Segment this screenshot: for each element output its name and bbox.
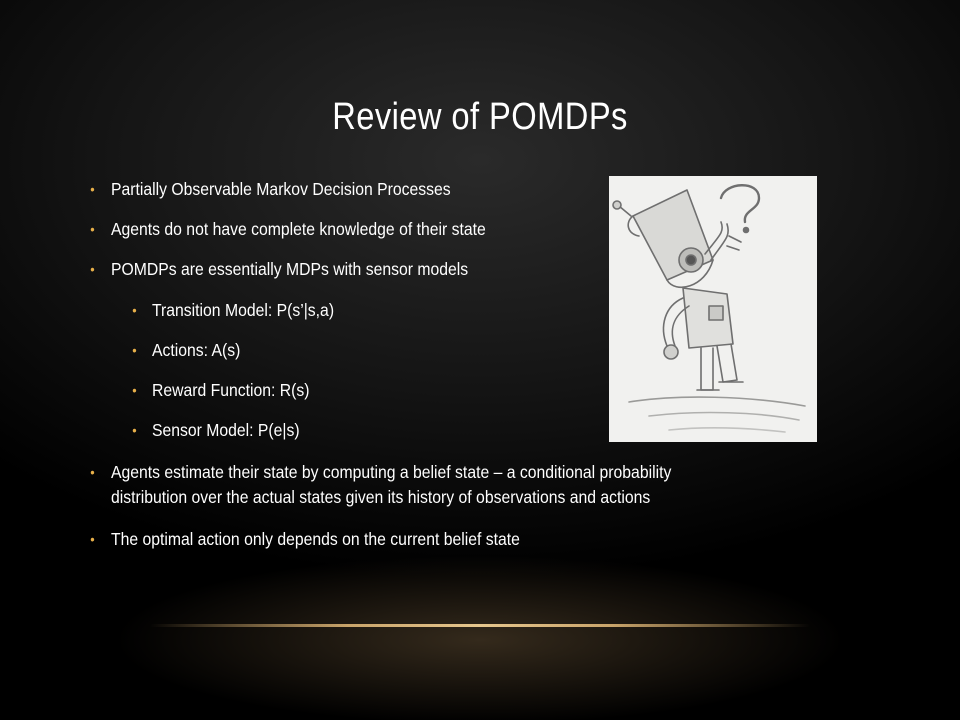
- sub-bullet-item: [132, 338, 241, 363]
- bullet-dot-icon: •: [132, 342, 137, 358]
- bullet-item: [90, 257, 469, 282]
- bullet-text-continuation: distribution over the actual states given its history of observations and actions: [111, 487, 651, 507]
- bullet-dot-icon: •: [90, 181, 95, 197]
- slide-title: Review of POMDPs: [332, 96, 628, 138]
- bullet-text: Sensor Model: P(e|s): [152, 420, 300, 440]
- bullet-text: POMDPs are essentially MDPs with sensor models: [111, 259, 469, 279]
- bullet-text: Reward Function: R(s): [152, 380, 310, 400]
- confused-robot-sketch-illustration: [609, 176, 817, 442]
- bullet-text: Actions: A(s): [152, 340, 241, 360]
- robot-sketch-icon: [609, 176, 817, 442]
- bullet-dot-icon: •: [90, 464, 95, 480]
- bullet-item: [90, 177, 451, 202]
- sub-bullet-item: [132, 298, 335, 323]
- bullet-dot-icon: •: [132, 302, 137, 318]
- bullet-dot-icon: •: [132, 382, 137, 398]
- bullet-text: Agents estimate their state by computing a belief state – a conditional probability: [111, 462, 672, 482]
- bullet-dot-icon: •: [90, 531, 95, 547]
- bullet-dot-icon: •: [90, 221, 95, 237]
- bullet-item: [90, 460, 672, 510]
- decorative-glow-line: [150, 624, 810, 627]
- sub-bullet-item: [132, 378, 310, 403]
- bullet-text: Transition Model: P(s’|s,a): [152, 300, 335, 320]
- bullet-text: Agents do not have complete knowledge of their state: [111, 219, 486, 239]
- sub-bullet-item: [132, 418, 300, 443]
- bullet-item: [90, 527, 520, 552]
- bullet-item: [90, 217, 486, 242]
- bullet-dot-icon: •: [132, 422, 137, 438]
- bullet-text: The optimal action only depends on the current belief state: [111, 529, 520, 549]
- bullet-text: Partially Observable Markov Decision Processes: [111, 179, 451, 199]
- bullet-dot-icon: •: [90, 261, 95, 277]
